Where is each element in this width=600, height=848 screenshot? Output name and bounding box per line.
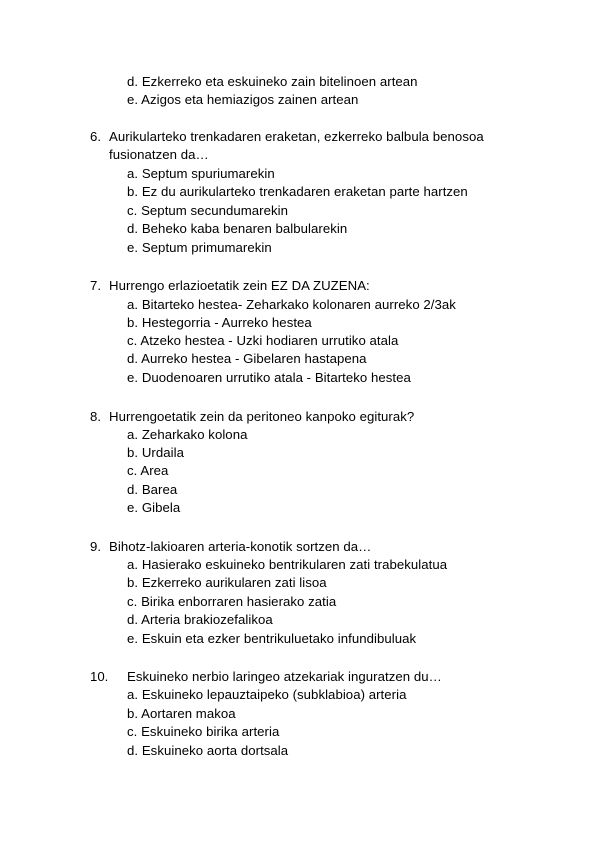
option-letter: e. (127, 370, 139, 385)
option-text: Septum secundumarekin (141, 203, 289, 218)
option-text: Arteria brakiozefalikoa (141, 612, 273, 627)
option-letter: d. (127, 74, 139, 89)
option-letter: d. (127, 351, 139, 366)
option-letter: c. (127, 724, 138, 739)
option-a (127, 165, 275, 183)
question-stem-continued: fusionatzen da… (109, 147, 209, 162)
question-number: 9. (90, 539, 101, 554)
option-b (127, 314, 312, 332)
option-letter: d. (127, 482, 139, 497)
question-stem: Hurrengo erlazioetatik zein EZ DA ZUZENA: (109, 278, 370, 293)
option-d (127, 350, 367, 368)
option-letter: a. (127, 427, 139, 442)
option-text: Eskuineko lepauztaipeko (subklabioa) arteria (141, 687, 407, 702)
option-text: Septum primumarekin (141, 240, 272, 255)
option-text: Septum spuriumarekin (141, 166, 275, 181)
option-text: Hasierako eskuineko bentrikularen zati trabekulatua (141, 557, 448, 572)
option-a (127, 296, 456, 314)
option-text: Bitarteko hestea- Zeharkako kolonaren aurreko 2/3ak (141, 297, 456, 312)
option-letter: d. (127, 743, 139, 758)
option-text: Aortaren makoa (141, 706, 236, 721)
option-text: Area (140, 463, 169, 478)
option-c (127, 332, 398, 350)
option-d (127, 220, 347, 238)
option-text: Aurreko hestea - Gibelaren hastapena (141, 351, 367, 366)
option-text: Barea (141, 482, 178, 497)
option-letter: a. (127, 557, 139, 572)
option-a (127, 556, 447, 574)
option-letter: c. (127, 333, 138, 348)
option-b (127, 444, 184, 462)
option-e (127, 369, 411, 387)
option-a (127, 686, 406, 704)
option-letter: e. (127, 92, 139, 107)
option-c (127, 593, 336, 611)
option-c (127, 723, 279, 741)
option-d (127, 481, 177, 499)
question-stem: Eskuineko nerbio laringeo atzekariak inguratzen du… (127, 669, 442, 684)
option-letter: b. (127, 184, 139, 199)
option-text: Zeharkako kolona (141, 427, 248, 442)
option-b (127, 705, 236, 723)
option-text: Ezkerreko aurikularen zati lisoa (141, 575, 327, 590)
option-c (127, 202, 288, 220)
option-letter: e. (127, 631, 139, 646)
option-c (127, 462, 168, 480)
question-number: 8. (90, 409, 101, 424)
option-letter: e. (127, 500, 139, 515)
option-a (127, 426, 247, 444)
option-d (127, 611, 273, 629)
option-e (127, 239, 272, 257)
option-text: Urdaila (141, 445, 184, 460)
option-text: Duodenoaren urrutiko atala - Bitarteko hestea (141, 370, 411, 385)
question-number: 10. (90, 669, 109, 684)
option-letter: c. (127, 203, 138, 218)
option-letter: a. (127, 687, 139, 702)
question-number: 7. (90, 278, 101, 293)
option-letter: c. (127, 594, 138, 609)
option-d (127, 742, 288, 760)
option-letter: b. (127, 706, 139, 721)
option-b (127, 183, 468, 201)
option-letter: d. (127, 612, 139, 627)
option-e (127, 630, 416, 648)
option-b (127, 574, 327, 592)
question-number: 6. (90, 129, 101, 144)
option-letter: b. (127, 315, 139, 330)
option-text: Beheko kaba benaren balbularekin (141, 221, 348, 236)
option-text: Gibela (141, 500, 181, 515)
question-stem: Bihotz-lakioaren arteria-konotik sortzen da… (109, 539, 372, 554)
option-letter: a. (127, 297, 139, 312)
option-letter: c. (127, 463, 138, 478)
question-stem: Hurrengoetatik zein da peritoneo kanpoko egiturak? (109, 409, 415, 424)
question-stem: Aurikularteko trenkadaren eraketan, ezkerreko balbula benosoa (109, 129, 484, 144)
option-d (127, 73, 418, 91)
option-text: Ezkerreko eta eskuineko zain bitelinoen artean (141, 74, 418, 89)
option-letter: a. (127, 166, 139, 181)
option-text: Ez du aurikularteko trenkadaren eraketan parte hartzen (141, 184, 468, 199)
option-letter: b. (127, 445, 139, 460)
option-e (127, 499, 180, 517)
option-text: Eskuin eta ezker bentrikuluetako infundibuluak (141, 631, 417, 646)
option-letter: b. (127, 575, 139, 590)
option-letter: e. (127, 240, 139, 255)
option-text: Hestegorria - Aurreko hestea (141, 315, 312, 330)
option-text: Eskuineko birika arteria (141, 724, 280, 739)
option-text: Eskuineko aorta dortsala (141, 743, 289, 758)
option-text: Birika enborraren hasierako zatia (141, 594, 337, 609)
option-e (127, 91, 358, 109)
option-text: Azigos eta hemiazigos zainen artean (141, 92, 359, 107)
option-text: Atzeko hestea - Uzki hodiaren urrutiko atala (140, 333, 399, 348)
option-letter: d. (127, 221, 139, 236)
